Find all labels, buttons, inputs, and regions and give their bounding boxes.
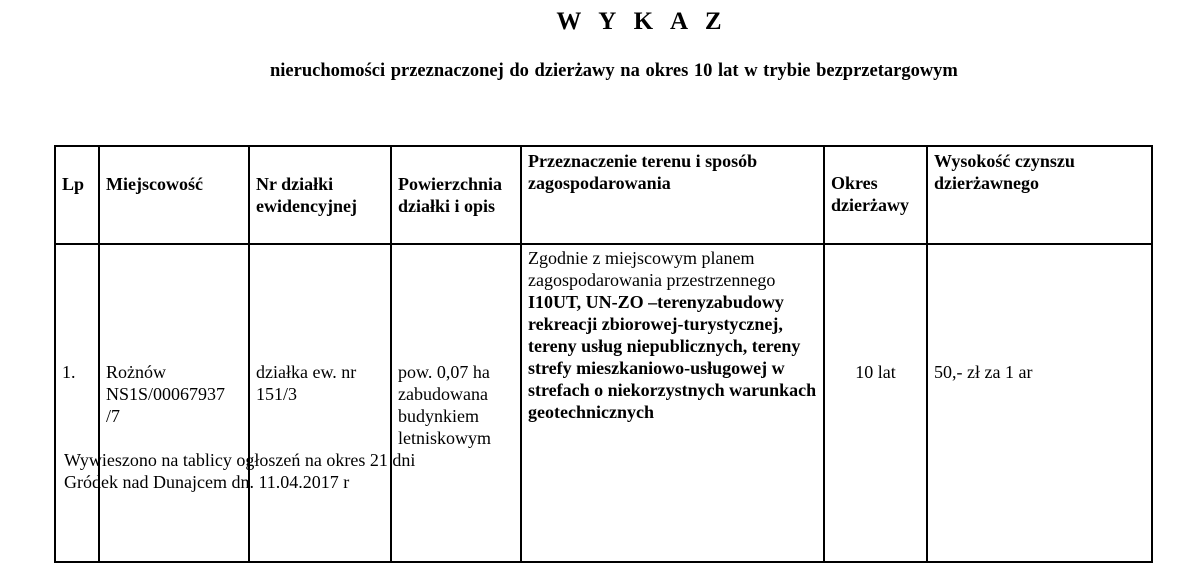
cell-powierzchnia: pow. 0,07 ha zabudowana budynkiem letniskowym	[391, 244, 521, 562]
table-row	[55, 244, 1152, 562]
cell-okres: 10 lat	[824, 244, 927, 562]
property-list-table	[54, 145, 1153, 563]
header-lp: Lp	[55, 146, 99, 244]
footer-place-date: Gródek nad Dunajcem dn. 11.04.2017 r	[64, 472, 350, 492]
document-title: W Y K A Z	[556, 8, 728, 35]
footer-posting-period: Wywieszono na tablicy ogłoszeń na okres 21 dni	[64, 450, 416, 470]
header-czynsz: Wysokość czynszu dzierżawnego	[927, 146, 1152, 244]
header-przeznaczenie: Przeznaczenie terenu i sposób zagospodarowania	[521, 146, 824, 244]
header-okres: Okres dzierżawy	[824, 146, 927, 244]
cell-lp: 1.	[55, 244, 99, 562]
table-header-row	[55, 146, 1152, 244]
header-miejscowosc: Miejscowość	[99, 146, 249, 244]
document-subtitle: nieruchomości przeznaczonej do dzierżawy na okres 10 lat w trybie bezprzetargowym	[270, 61, 958, 81]
cell-nr-dzialki: działka ew. nr 151/3	[249, 244, 391, 562]
header-nr-dzialki: Nr działki ewidencyjnej	[249, 146, 391, 244]
header-powierzchnia: Powierzchnia działki i opis	[391, 146, 521, 244]
cell-przeznaczenie	[521, 244, 824, 562]
cell-czynsz: 50,- zł za 1 ar	[927, 244, 1152, 562]
cell-miejscowosc: Rożnów NS1S/00067937 /7	[99, 244, 249, 562]
purpose-intro-text: Zgodnie z miejscowym planem zagospodarowania przestrzennego	[528, 248, 776, 290]
purpose-details-text: I10UT, UN-ZO –terenyzabudowy rekreacji zbiorowej-turystycznej, tereny usług niepublicznych, tereny strefy mieszkaniowo-usługowej w strefach o niekorzystnych warunkach geotechnicznych	[528, 292, 817, 422]
footer-notes	[64, 449, 415, 493]
